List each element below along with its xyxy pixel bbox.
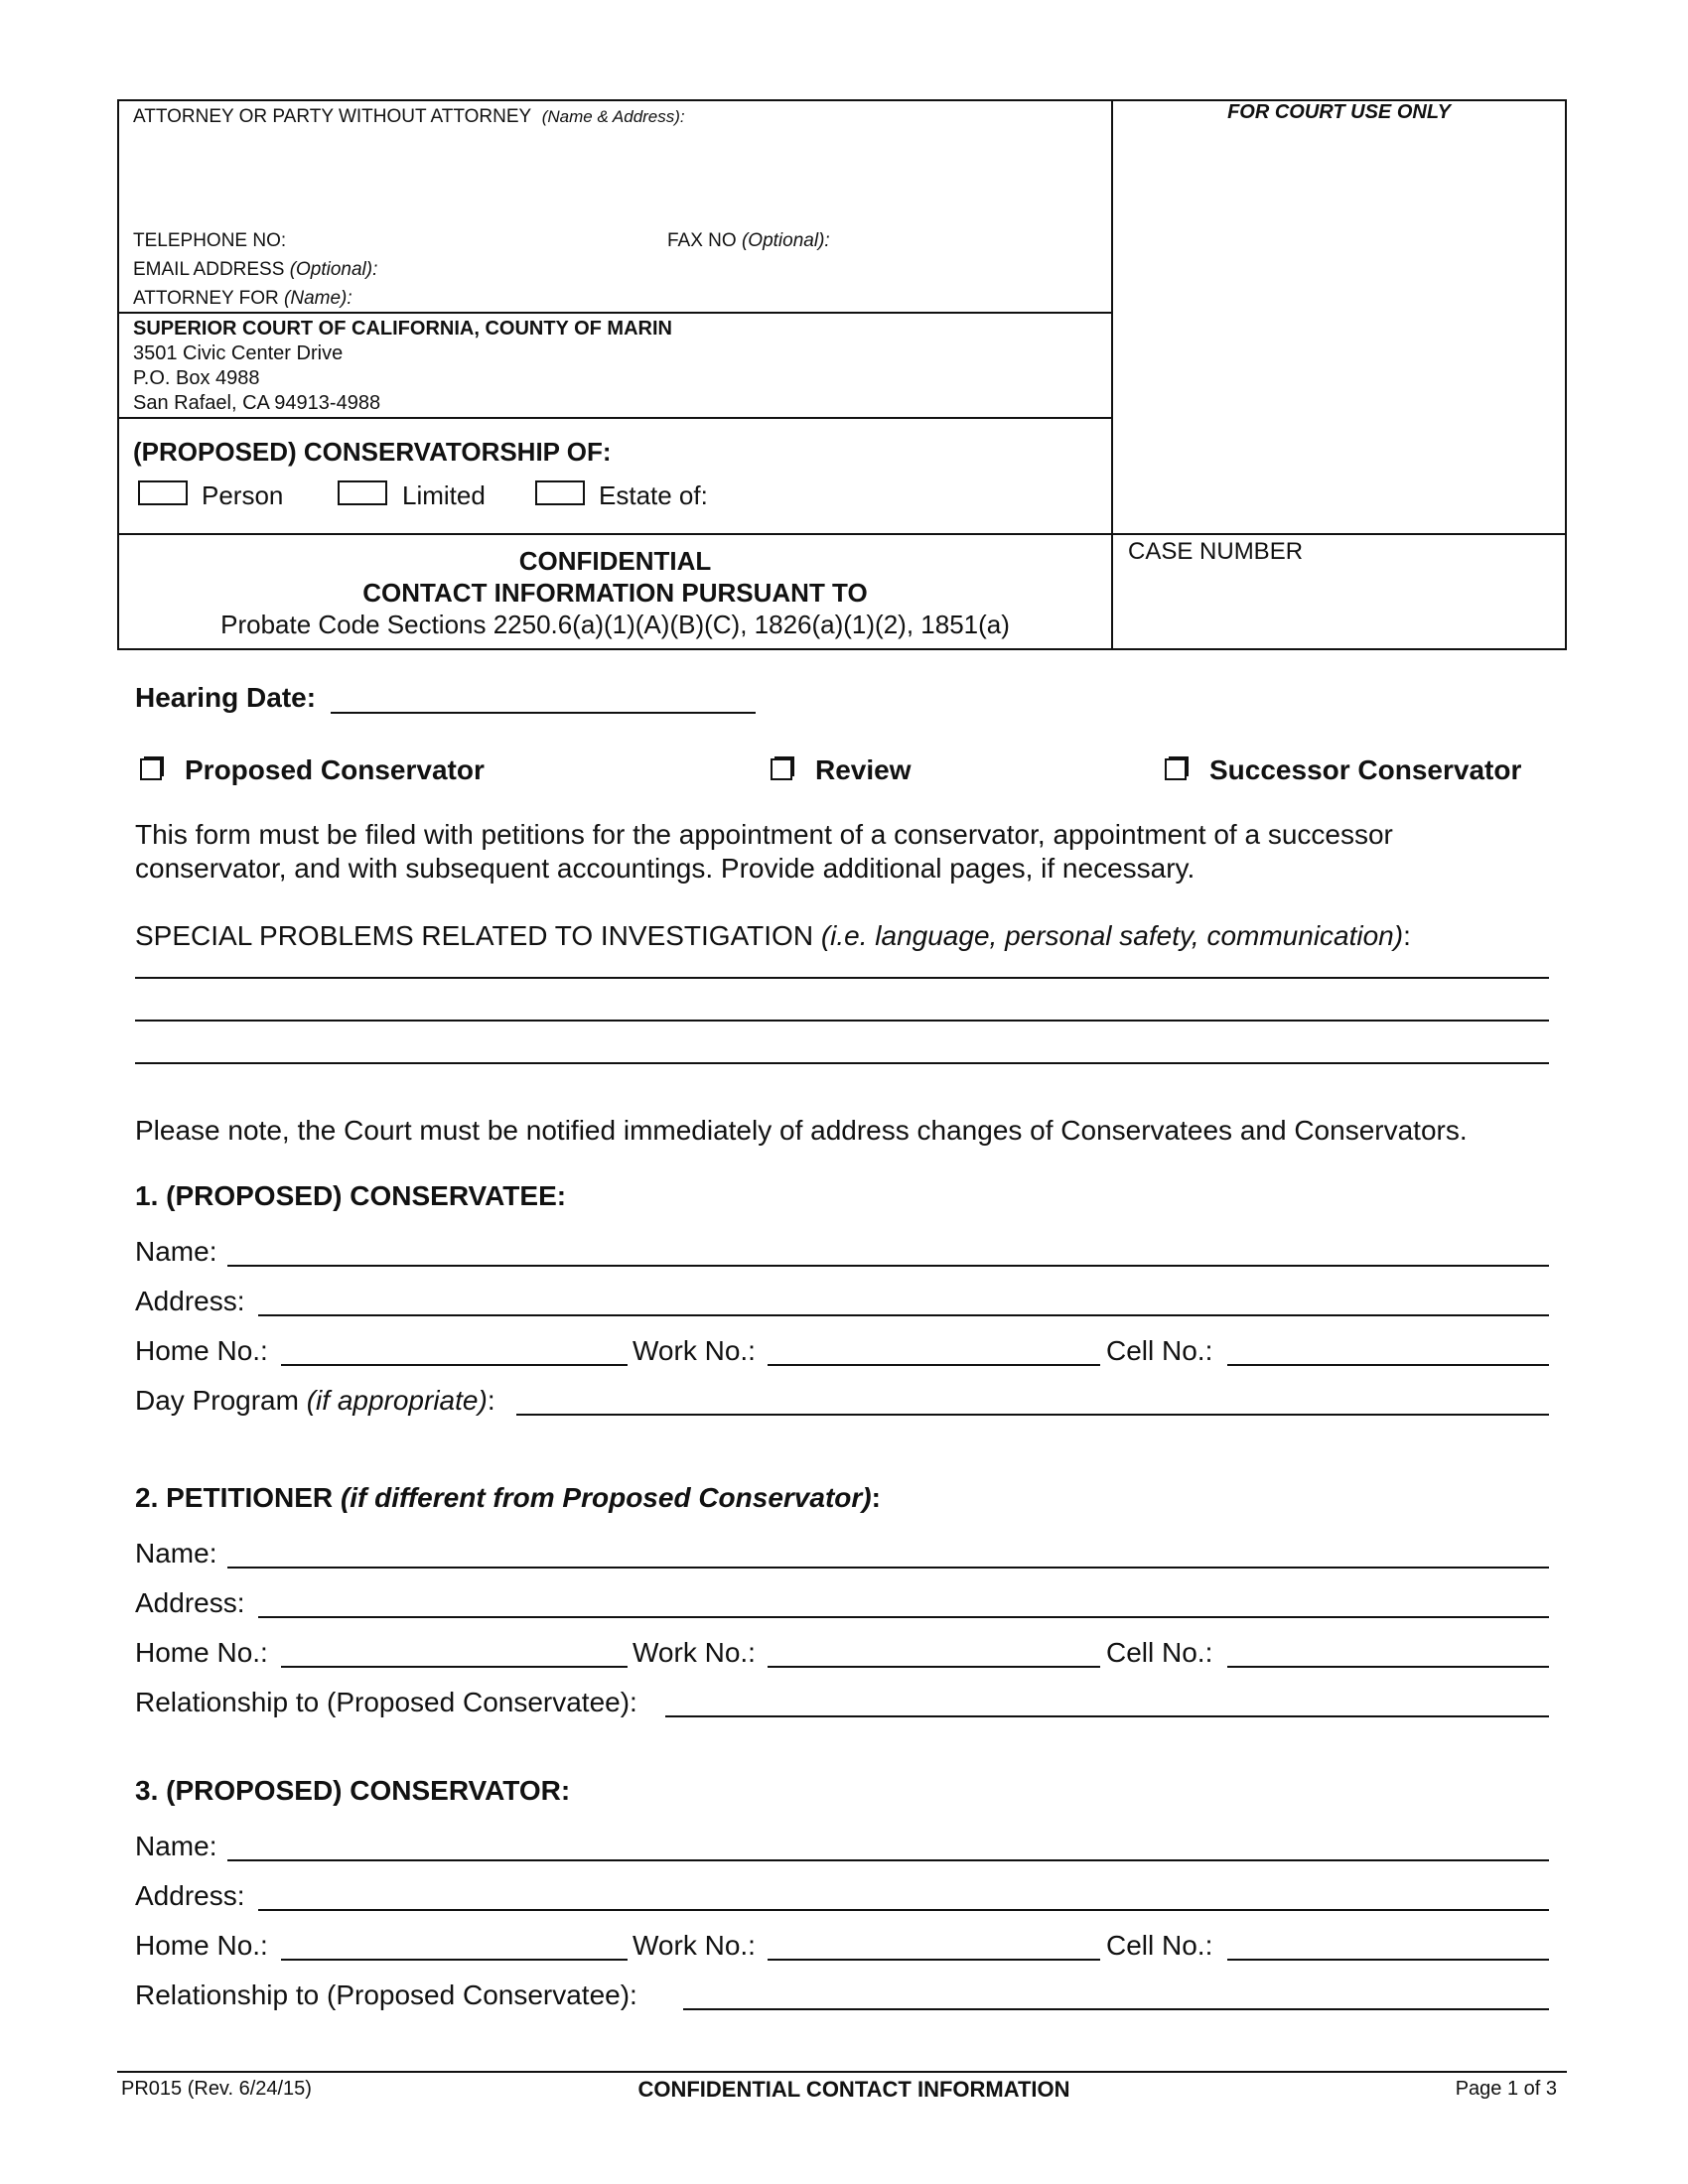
court-use-only: FOR COURT USE ONLY xyxy=(1227,101,1451,123)
petitioner-cell-field[interactable] xyxy=(1227,1666,1549,1668)
conservatee-home-field[interactable] xyxy=(281,1364,628,1366)
footer-rule xyxy=(117,2071,1567,2073)
day-program-label xyxy=(135,1385,495,1417)
attorney-for-note: (Name): xyxy=(284,288,352,309)
person-checkbox[interactable] xyxy=(138,480,188,505)
estate-label: Estate of: xyxy=(599,480,708,510)
petitioner-address-label: Address: xyxy=(135,1587,245,1618)
review-label: Review xyxy=(815,754,912,785)
review-checkbox[interactable] xyxy=(771,758,792,780)
conservatee-home-label: Home No.: xyxy=(135,1335,268,1366)
section-3-title: 3. (PROPOSED) CONSERVATOR: xyxy=(135,1775,571,1806)
email-label-text: EMAIL ADDRESS xyxy=(133,259,285,280)
conservator-home-field[interactable] xyxy=(281,1959,628,1961)
special-problems-line-2[interactable] xyxy=(135,1020,1549,1022)
attorney-label xyxy=(133,106,685,128)
conservator-work-field[interactable] xyxy=(768,1959,1100,1961)
court-address-line-2: P.O. Box 4988 xyxy=(133,367,260,389)
conservator-address-label: Address: xyxy=(135,1880,245,1911)
conservator-name-label: Name: xyxy=(135,1831,217,1861)
caption-divider-2 xyxy=(117,417,1113,419)
hearing-date-label: Hearing Date: xyxy=(135,682,317,713)
intro-paragraph: This form must be filed with petitions for the appointment of a conservator, appointment of a successor conservator, and with subsequent accountings. Provide additional pages, if necessary. xyxy=(135,819,1393,884)
section-2-title-colon: : xyxy=(871,1482,881,1513)
conservatee-work-field[interactable] xyxy=(768,1364,1100,1366)
caption-divider-3 xyxy=(117,533,1567,535)
proposed-conservator-checkbox[interactable] xyxy=(140,758,162,780)
footer-form-id: PR015 (Rev. 6/24/15) xyxy=(121,2078,312,2100)
day-program-field[interactable] xyxy=(516,1414,1549,1416)
footer-title: CONFIDENTIAL CONTACT INFORMATION xyxy=(637,2077,1070,2102)
fax-label xyxy=(667,230,830,252)
conservatee-work-label: Work No.: xyxy=(633,1335,756,1366)
section-1-title: 1. (PROPOSED) CONSERVATEE: xyxy=(135,1180,567,1211)
special-problems-note: (i.e. language, personal safety, communication) xyxy=(820,920,1404,951)
attorney-for-label xyxy=(133,288,352,310)
successor-conservator-checkbox[interactable] xyxy=(1165,758,1187,780)
court-name: SUPERIOR COURT OF CALIFORNIA, COUNTY OF MARIN xyxy=(133,318,672,340)
special-problems-line-1[interactable] xyxy=(135,977,1549,979)
special-problems-line-3[interactable] xyxy=(135,1062,1549,1064)
conservator-cell-field[interactable] xyxy=(1227,1959,1549,1961)
court-address-line-1: 3501 Civic Center Drive xyxy=(133,342,344,364)
case-number-label: CASE NUMBER xyxy=(1128,538,1304,565)
petitioner-home-label: Home No.: xyxy=(135,1637,268,1668)
person-label: Person xyxy=(202,480,284,510)
special-problems-label xyxy=(135,920,1411,952)
attorney-label-text: ATTORNEY OR PARTY WITHOUT ATTORNEY xyxy=(133,106,532,127)
petitioner-work-label: Work No.: xyxy=(633,1637,756,1668)
address-change-note: Please note, the Court must be notified immediately of address changes of Conservatees and Conservators. xyxy=(135,1115,1468,1146)
petitioner-address-field[interactable] xyxy=(258,1616,1549,1618)
conservator-address-field[interactable] xyxy=(258,1909,1549,1911)
conservatee-cell-field[interactable] xyxy=(1227,1364,1549,1366)
conservatee-name-field[interactable] xyxy=(227,1265,1549,1267)
petitioner-relationship-field[interactable] xyxy=(665,1715,1549,1717)
attorney-label-note: (Name & Address): xyxy=(541,107,685,126)
successor-conservator-label: Successor Conservator xyxy=(1209,754,1522,785)
email-label xyxy=(133,259,377,281)
conservator-relationship-label: Relationship to (Proposed Conservatee): xyxy=(135,1979,637,2010)
fax-label-text: FAX NO xyxy=(667,230,737,251)
petitioner-work-field[interactable] xyxy=(768,1666,1100,1668)
caption-divider-1 xyxy=(117,312,1113,314)
form-title-confidential: CONFIDENTIAL xyxy=(518,546,712,576)
conservatee-name-label: Name: xyxy=(135,1236,217,1267)
petitioner-cell-label: Cell No.: xyxy=(1106,1637,1213,1668)
conservator-name-field[interactable] xyxy=(227,1859,1549,1861)
day-program-text: Day Program xyxy=(135,1385,299,1416)
attorney-for-text: ATTORNEY FOR xyxy=(133,288,279,309)
conservatee-cell-label: Cell No.: xyxy=(1106,1335,1213,1366)
telephone-label: TELEPHONE NO: xyxy=(133,230,287,251)
special-problems-text: SPECIAL PROBLEMS RELATED TO INVESTIGATION xyxy=(135,920,814,951)
form-title-contact-info: CONTACT INFORMATION PURSUANT TO xyxy=(362,578,868,608)
email-label-note: (Optional): xyxy=(289,259,378,280)
conservator-relationship-field[interactable] xyxy=(683,2008,1549,2010)
conservator-cell-label: Cell No.: xyxy=(1106,1930,1213,1961)
hearing-date-field[interactable] xyxy=(331,712,756,714)
conservatee-address-label: Address: xyxy=(135,1286,245,1316)
petitioner-name-field[interactable] xyxy=(227,1567,1549,1569)
section-2-title-text: 2. PETITIONER xyxy=(135,1482,334,1513)
footer-page-number: Page 1 of 3 xyxy=(1455,2078,1557,2100)
petitioner-name-label: Name: xyxy=(135,1538,217,1569)
day-program-note: (if appropriate) xyxy=(306,1385,488,1416)
court-address-line-3: San Rafael, CA 94913-4988 xyxy=(133,392,381,414)
day-program-colon: : xyxy=(487,1385,495,1416)
limited-label: Limited xyxy=(402,480,486,510)
fax-label-note: (Optional): xyxy=(741,230,830,251)
petitioner-home-field[interactable] xyxy=(281,1666,628,1668)
section-2-title xyxy=(135,1482,881,1514)
section-2-title-note: (if different from Proposed Conservator) xyxy=(340,1482,872,1513)
conservator-work-label: Work No.: xyxy=(633,1930,756,1961)
conservator-home-label: Home No.: xyxy=(135,1930,268,1961)
petitioner-relationship-label: Relationship to (Proposed Conservatee): xyxy=(135,1687,637,1717)
proposed-conservator-label: Proposed Conservator xyxy=(185,754,485,785)
limited-checkbox[interactable] xyxy=(338,480,387,505)
form-title-code-sections: Probate Code Sections 2250.6(a)(1)(A)(B)(C), 1826(a)(1)(2), 1851(a) xyxy=(220,610,1010,639)
conservatorship-of-label: (PROPOSED) CONSERVATORSHIP OF: xyxy=(133,437,612,467)
special-problems-colon: : xyxy=(1403,920,1411,951)
conservatee-address-field[interactable] xyxy=(258,1314,1549,1316)
estate-checkbox[interactable] xyxy=(535,480,585,505)
